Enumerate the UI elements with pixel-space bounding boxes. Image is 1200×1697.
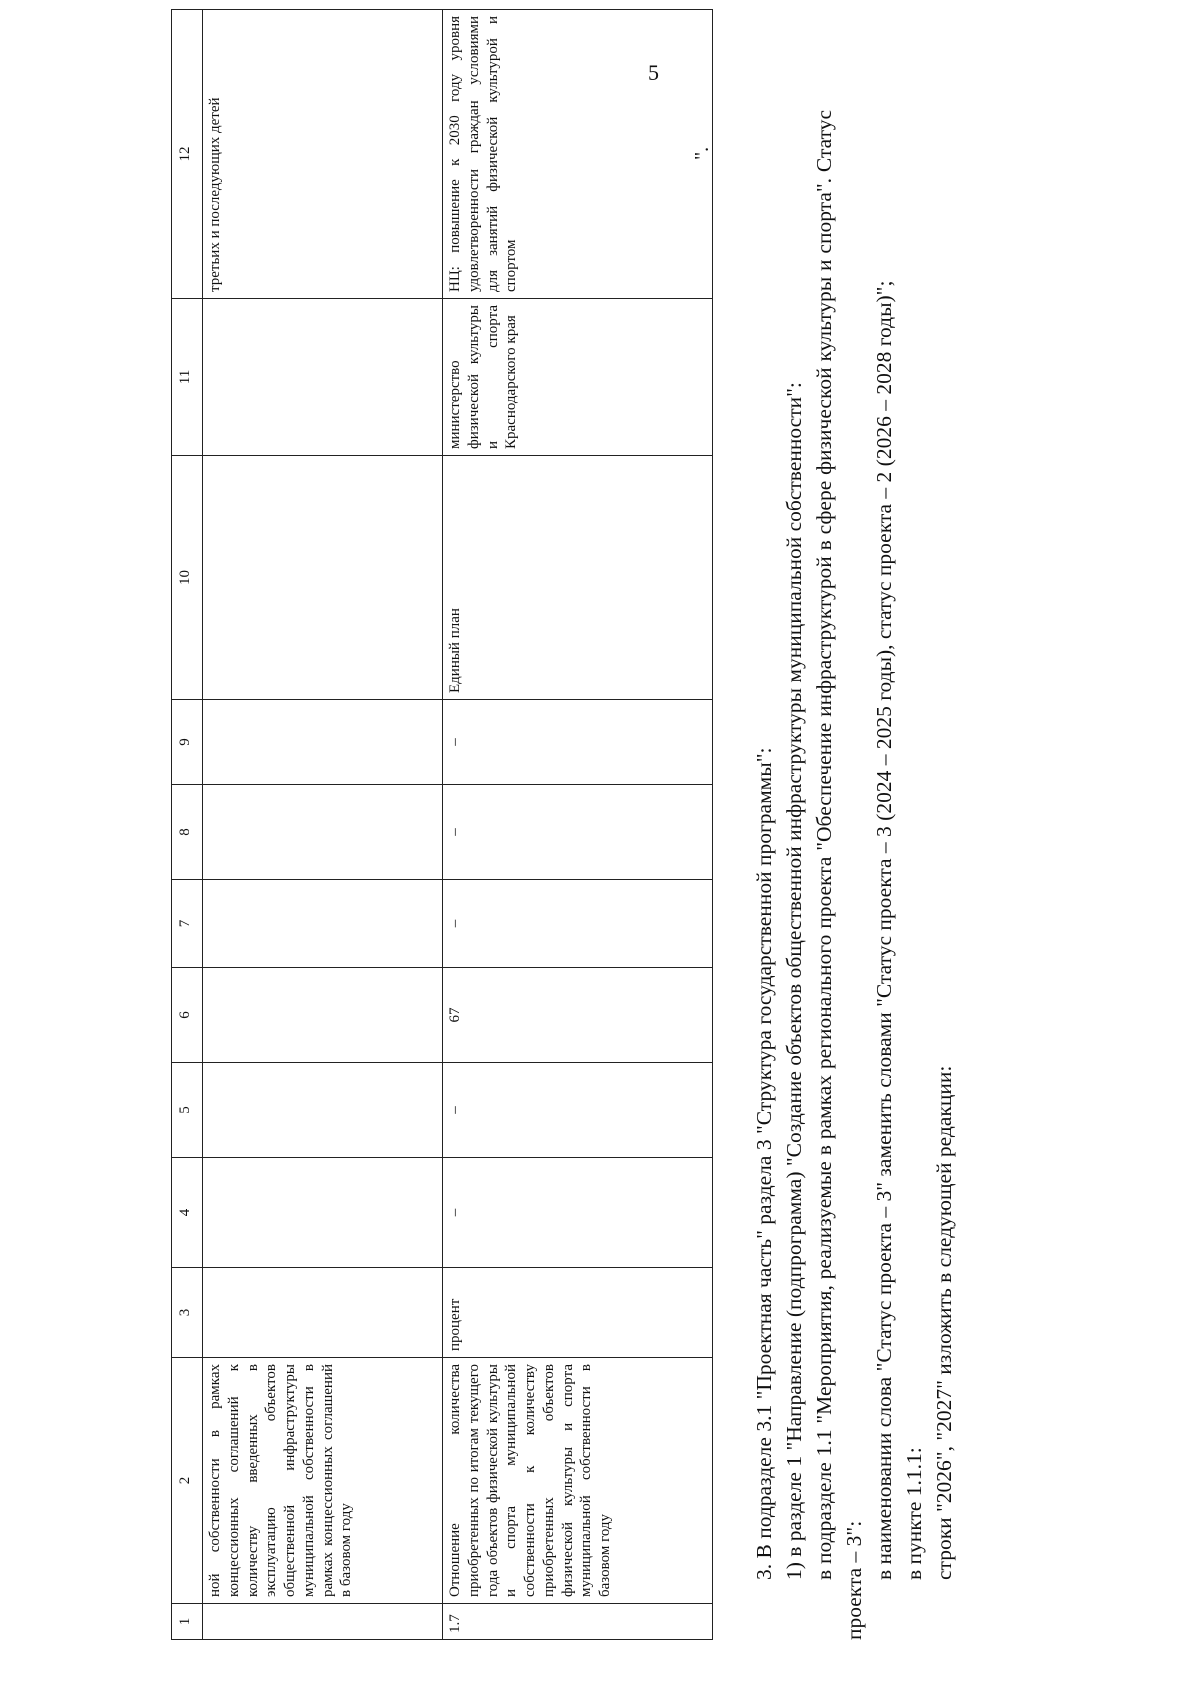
col-header: 9 <box>172 700 203 785</box>
cell-indicator-name: Отношение количества приобретенных по итогам текущего года объектов физической культуры и спорта муниципальной собственности к количеству приобретенных объектов физической культуры и спорта муниципальной собственности в базовом году <box>443 1358 713 1604</box>
cell-value <box>203 880 443 968</box>
cell-link: третьих и последующих детей <box>203 10 443 299</box>
col-header: 10 <box>172 456 203 700</box>
col-header: 1 <box>172 1604 203 1640</box>
col-header: 2 <box>172 1358 203 1604</box>
col-header: 3 <box>172 1268 203 1358</box>
paragraph: в наименовании слова "Статус проекта – 3" заменить словами "Статус проекта – 3 (2024 – 2025 годы), статус проекта – 2 (2026 – 2028 годы)"; <box>872 280 896 1580</box>
paragraph: в подразделе 1.1 "Мероприятия, реализуемые в рамках регионального проекта "Обеспечение инфраструктурой в сфере физической культуры и спорта". Статус проекта – 3": <box>812 110 866 1640</box>
cell-indicator-name: ной собственности в рамках концессионных соглашений к количеству введенных в эксплуатацию объектов общественной инфраструктуры муниципальной собственности в рамках концессионных соглашений в базовом году <box>203 1358 443 1604</box>
table-row <box>443 10 713 1640</box>
col-header: 8 <box>172 785 203 880</box>
page-number: 5 <box>648 60 659 85</box>
amendment-text <box>749 110 959 1640</box>
cell-value <box>203 700 443 785</box>
cell-value: – <box>443 1063 713 1158</box>
paragraph: 1) в разделе 1 "Направление (подпрограмма) "Создание объектов общественной инфраструктуры муниципальной собственности": <box>782 382 806 1580</box>
paragraph: строки "2026", "2027" изложить в следующей редакции: <box>932 1065 956 1580</box>
cell-unit <box>203 1268 443 1358</box>
rotated-content <box>171 16 1091 1640</box>
cell-unit: процент <box>443 1268 713 1358</box>
cell-document: Единый план <box>443 456 713 700</box>
col-header: 7 <box>172 880 203 968</box>
paragraph: 3. В подразделе 3.1 "Проектная часть" раздела 3 "Структура государственной программы": <box>752 747 776 1580</box>
col-header: 4 <box>172 1158 203 1268</box>
cell-link: НЦ: повышение к 2030 году уровня удовлетворенности граждан условиями для занятий физической культурой и спортом <box>443 10 713 299</box>
cell-value: – <box>443 700 713 785</box>
col-header: 11 <box>172 299 203 456</box>
cell-responsible <box>203 299 443 456</box>
col-header: 12 <box>172 10 203 299</box>
cell-value: – <box>443 1158 713 1268</box>
cell-value: 67 <box>443 968 713 1063</box>
closing-quote: ". <box>691 146 713 160</box>
indicators-table <box>171 9 713 1640</box>
paragraph: в пункте 1.1.1: <box>902 1447 926 1580</box>
cell-value <box>203 1063 443 1158</box>
cell-document <box>203 456 443 700</box>
cell-value: – <box>443 785 713 880</box>
cell-value <box>203 785 443 880</box>
table-header-row <box>172 10 203 1640</box>
table-row <box>203 10 443 1640</box>
cell-value <box>203 968 443 1063</box>
col-header: 5 <box>172 1063 203 1158</box>
cell-value <box>203 1158 443 1268</box>
cell-value: – <box>443 880 713 968</box>
cell-responsible: министерство физической культуры и спорта Краснодарского края <box>443 299 713 456</box>
cell-number: 1.7 <box>443 1604 713 1640</box>
cell-number <box>203 1604 443 1640</box>
col-header: 6 <box>172 968 203 1063</box>
